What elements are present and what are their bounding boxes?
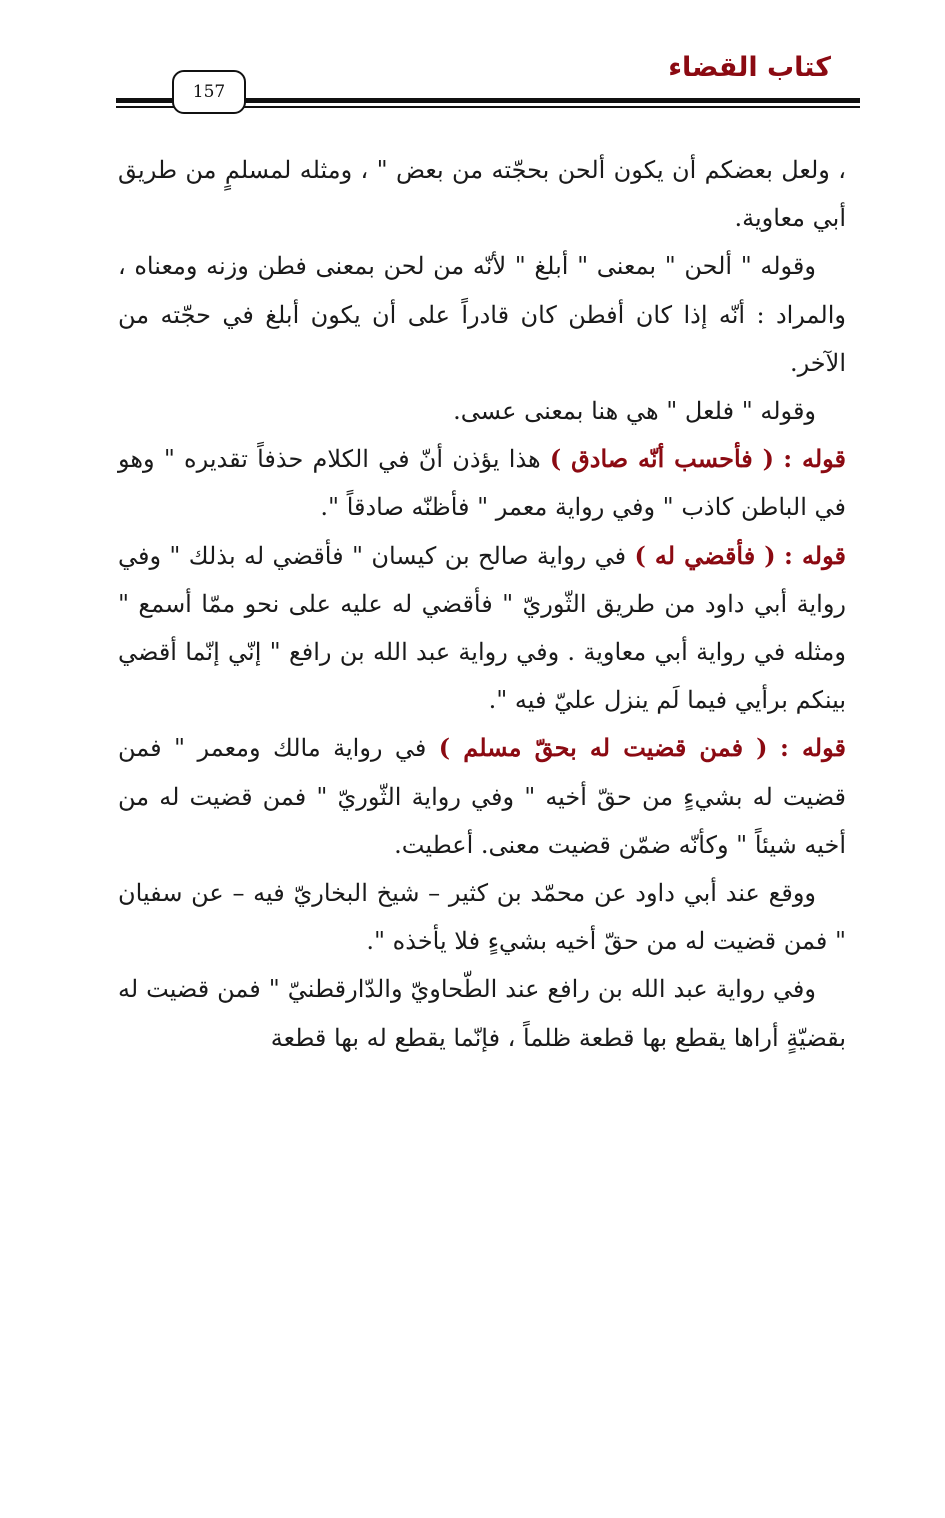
paragraph-7 [118, 869, 846, 965]
paragraph-1-text: ، ولعل بعضكم أن يكون ألحن بحجّته من بعض " ، ومثله لمسلمٍ من طريق أبي معاوية. [118, 156, 846, 233]
paragraph-1 [118, 146, 846, 242]
paragraph-2 [118, 242, 846, 387]
paragraph-6-quote: ( فمن قضيت له بحقّ مسلم ) [438, 733, 768, 763]
paragraph-7-text: ووقع عند أبي داود عن محمّد بن كثير – شيخ البخاريّ فيه – عن سفيان " فمن قضيت له من حقّ أخيه بشيءٍ فلا يأخذه ". [118, 879, 846, 956]
paragraph-5 [118, 532, 846, 725]
paragraph-4-label: قوله : [783, 444, 847, 474]
paragraph-4 [118, 435, 846, 531]
paragraph-2-text: وقوله " ألحن " بمعنى " أبلغ " لأنّه من لحن بمعنى فطن وزنه ومعناه ، والمراد : أنّه إذا كان أفطن كان قادراً على أن يكون أبلغ في حجّته من الآخر. [118, 252, 846, 377]
paragraph-4-text: هذا يؤذن أنّ في الكلام حذفاً تقديره " وهو في الباطن كاذب " وفي رواية معمر " فأظنّه صادقاً ". [118, 445, 846, 522]
paragraph-5-quote: ( فأقضي له ) [634, 540, 776, 570]
paragraph-4-quote: ( فأحسب أنّه صادق ) [549, 444, 775, 474]
paragraph-8 [118, 965, 846, 1061]
paragraph-5-label: قوله : [784, 540, 846, 570]
book-title: كتاب القضاء [668, 52, 831, 83]
paragraph-3 [118, 387, 846, 435]
page-body [118, 146, 846, 1062]
page-number-badge [172, 70, 246, 114]
paragraph-6 [118, 724, 846, 869]
paragraph-5-text: في رواية صالح بن كيسان " فأقضي له بذلك " وفي رواية أبي داود من طريق الثّوريّ " فأقضي له عليه على نحو ممّا أسمع " ومثله في رواية أبي معاوية . وفي رواية عبد الله بن رافع " إنّي إنّما أقضي بينكم برأيي فيما لَم ينزل عليّ فيه ". [118, 541, 846, 715]
paragraph-3-text: وقوله " فلعل " هي هنا بمعنى عسى. [453, 397, 816, 426]
page-number: 157 [192, 82, 226, 102]
paragraph-6-label: قوله : [779, 733, 846, 763]
paragraph-6-text: في رواية مالك ومعمر " فمن قضيت له بشيءٍ من حقّ أخيه " وفي رواية الثّوريّ " فمن قضيت له من أخيه شيئاً " وكأنّه ضمّن قضيت معنى. أعطيت. [118, 734, 846, 859]
page-header [0, 0, 945, 130]
paragraph-8-text: وفي رواية عبد الله بن رافع عند الطّحاويّ والدّارقطنيّ " فمن قضيت له بقضيّةٍ أراها يقطع بها قطعة ظلماً ، فإنّما يقطع له بها قطعة [118, 975, 846, 1052]
